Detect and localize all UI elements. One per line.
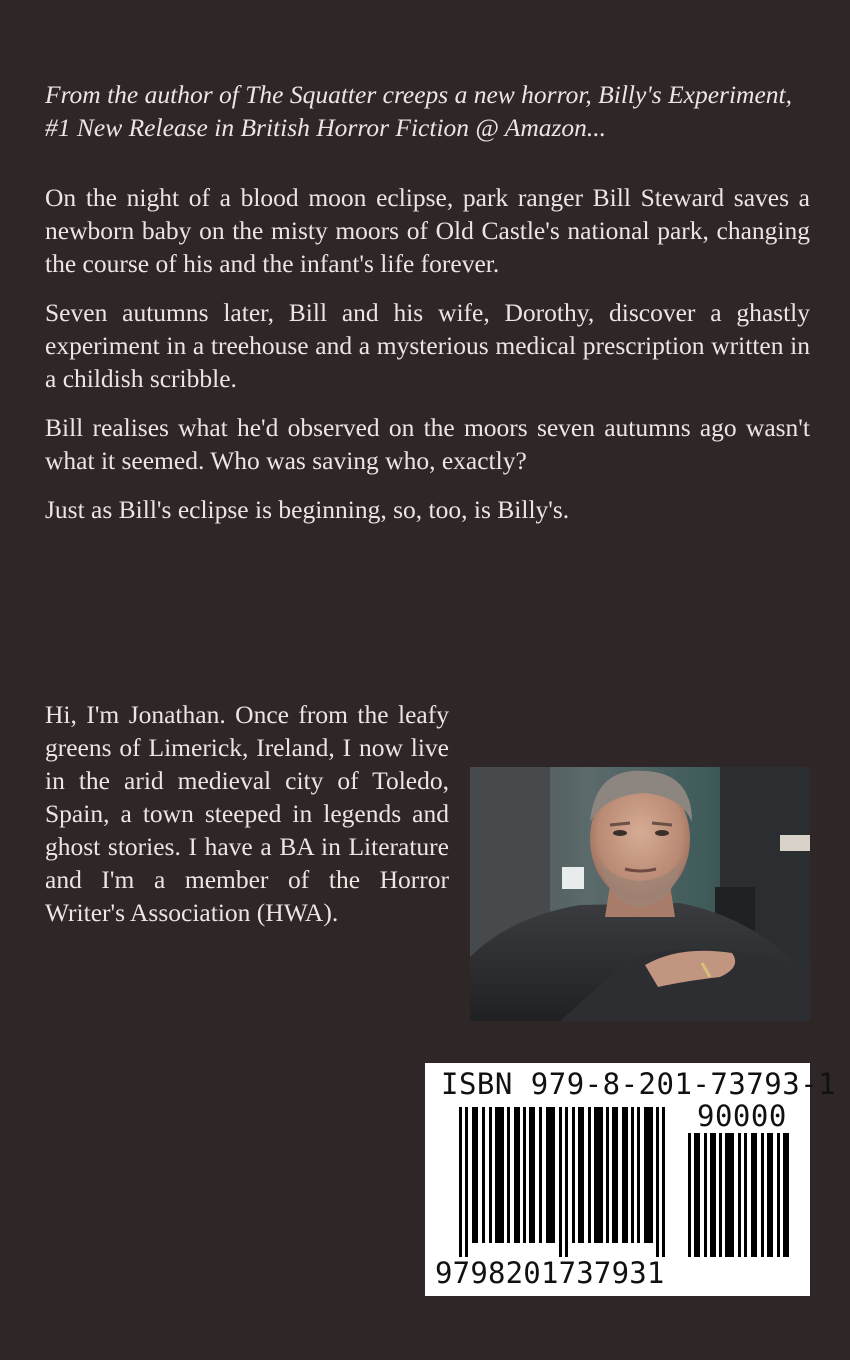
author-bio: Hi, I'm Jonathan. Once from the leafy greens of Limerick, Ireland, I now live in the arid medieval city of Toledo, Spain, a town steeped in legends and ghost stories. I have a BA in Literature and I'm a member of the Horror Writer's Association (HWA).: [45, 700, 449, 927]
ean-barcode-bars: [459, 1107, 671, 1257]
ean-digits: 9798201737931: [435, 1256, 665, 1290]
tagline: From the author of The Squatter creeps a new horror, Billy's Experiment, #1 New Release in British Horror Fiction @ Amazon...: [45, 80, 792, 142]
book-blurb: [45, 181, 810, 542]
blurb-paragraph-3: Bill realises what he'd observed on the moors seven autumns ago wasn't what it seemed. Who was saving who, exactly?: [45, 413, 810, 475]
author-photo-icon: [470, 767, 810, 1021]
blurb-paragraph-4: Just as Bill's eclipse is beginning, so, too, is Billy's.: [45, 495, 570, 524]
addon-barcode-bars: [688, 1133, 794, 1257]
blurb-paragraph-1: On the night of a blood moon eclipse, park ranger Bill Steward saves a newborn baby on the misty moors of Old Castle's national park, changing the course of his and the infant's life forever.: [45, 183, 810, 278]
price-code: 90000: [697, 1099, 787, 1133]
author-photo: [470, 767, 810, 1021]
blurb-paragraph-2: Seven autumns later, Bill and his wife, Dorothy, discover a ghastly experiment in a treehouse and a mysterious medical prescription written in a childish scribble.: [45, 298, 810, 393]
isbn-barcode: [425, 1063, 837, 1296]
isbn-label: ISBN 979-8-201-73793-1: [441, 1067, 837, 1101]
